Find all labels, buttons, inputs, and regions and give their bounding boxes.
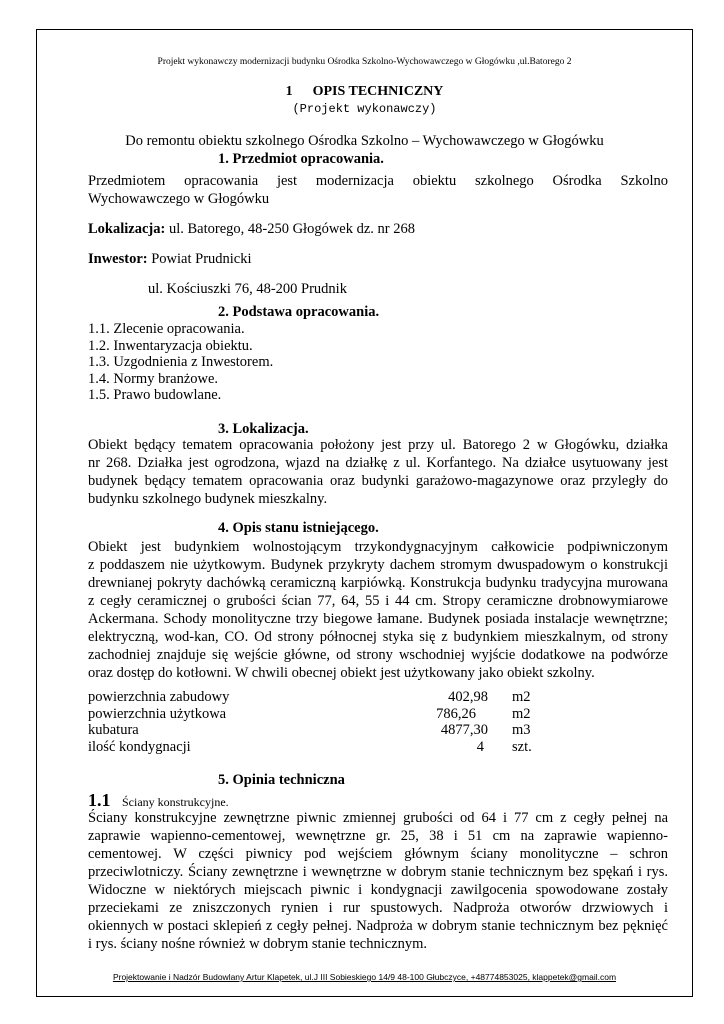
- section-5-line: Widoczne w niektórych miejscach piwnic i kondygnacji zawilgocenia spowodowane zostały: [88, 882, 668, 898]
- document-subtitle: (Projekt wykonawczy): [292, 102, 437, 116]
- title-text: OPIS TECHNICZNY: [312, 84, 444, 99]
- metric-label: ilość kondygnacji: [88, 739, 191, 755]
- section-4-line: Ackermana. Schody monolityczne trzy biegowe łamane. Budynek posiada instalacje wewnętrzne;: [88, 611, 668, 627]
- inwestor-line: [88, 250, 252, 268]
- subsection-label: Ściany konstrukcyjne.: [122, 795, 229, 809]
- inwestor-address: ul. Kościuszki 76, 48-200 Prudnik: [148, 281, 347, 297]
- subsection-number: 1.1: [88, 790, 111, 810]
- metric-label: powierzchnia użytkowa: [88, 706, 227, 722]
- list-item: 1.5. Prawo budowlane.: [88, 387, 222, 403]
- metric-value: 786,26: [436, 706, 476, 722]
- section-4-line: z poddaszem nie użytkowym. Budynek przykryty dachem stromym dwuspadowym o konstrukcji: [88, 557, 668, 573]
- section-1-line: Wychowawczego w Głogówku: [88, 191, 270, 207]
- inwestor-value: Powiat Prudnicki: [147, 251, 252, 267]
- section-4-line: elektryczną, wod-kan, CO. Od strony północnej styka się z budynkiem mieszkalnym, od strony: [88, 629, 668, 645]
- section-3-line: budynku szkolnego budynek mieszkalny.: [88, 491, 328, 507]
- section-5-line: Ściany konstrukcyjne zewnętrzne piwnic zmiennej grubości od 64 i 77 cm z cegły pełnej na: [88, 810, 668, 826]
- list-item: 1.1. Zlecenie opracowania.: [88, 321, 245, 337]
- list-item: 1.3. Uzgodnienia z Inwestorem.: [88, 354, 274, 370]
- list-item: 1.2. Inwentaryzacja obiektu.: [88, 338, 253, 354]
- metric-unit: m2: [512, 706, 531, 722]
- section-5-line: przeciwlotniczy. Ściany zewnętrzne i wewnętrzne w dobrym stanie technicznym bez spękań i rys.: [88, 864, 668, 880]
- list-item: 1.4. Normy branżowe.: [88, 371, 219, 387]
- metric-label: powierzchnia zabudowy: [88, 689, 230, 705]
- intro-line: Do remontu obiektu szkolnego Ośrodka Szkolno – Wychowawczego w Głogówku: [125, 133, 604, 149]
- section-5-line: cementowej. W części piwnicy pod wejściem głównym ściany monolityczne – schron: [88, 846, 668, 862]
- section-5-line: okiennych w postaci sklepień z cegły pełnej. Nadproża w dobrym stanie technicznym bez pęknięć: [88, 918, 668, 934]
- section-2-heading: 2. Podstawa opracowania.: [218, 304, 380, 320]
- page-footer: Projektowanie i Nadzór Budowlany Artur Klapetek, ul.J III Sobieskiego 14/9 48-100 Głubczyce, +48774853025, klappetek@gmail.com: [112, 972, 617, 982]
- section-5-line: i rys. ściany nośne również w dobrym stanie technicznym.: [88, 936, 428, 952]
- section-4-line: zachodniej znajduje się wejście główne, od strony wschodniej wyjście dodatkowe na podwórze: [88, 647, 668, 663]
- inwestor-label: Inwestor:: [88, 251, 148, 267]
- metric-unit: szt.: [512, 739, 532, 755]
- section-3-heading: 3. Lokalizacja.: [218, 421, 309, 437]
- section-3-line: nr 268. Działka jest ogrodzona, wjazd na działkę z ul. Korfantego. Na działce usytuowany jest: [88, 455, 668, 471]
- section-4-line: Obiekt jest budynkiem wolnostojącym trzykondygnacyjnym całkowicie podpiwniczonym: [88, 539, 668, 555]
- metric-unit: m2: [512, 689, 531, 705]
- metric-label: kubatura: [88, 722, 139, 738]
- section-4-line: z cegły ceramicznej o grubości ścian 77, 64, 55 i 44 cm. Stropy ceramiczne drobnowymiarowe: [88, 593, 668, 609]
- section-5-line: przeciekami ze zniszczonych rynien i rur spustowych. Nadproża otworów drzwiowych i: [88, 900, 668, 916]
- section-4-line: drewnianej pokryty dachówką ceramiczną karpiówką. Konstrukcja budynku tradycyjna murowana: [88, 575, 668, 591]
- section-4-line: oraz dostęp do kotłowni. W chwili obecnej obiekt jest użytkowany jako obiekt szkolny.: [88, 665, 595, 681]
- title-number: 1: [285, 84, 293, 99]
- section-5-line: zaprawie wapienno-cementowej, wewnętrzne gr. 25, 38 i 51 cm na zaprawie wapienno-: [88, 828, 668, 844]
- section-1-heading: 1. Przedmiot opracowania.: [218, 151, 384, 167]
- metric-value: 402,98: [448, 689, 488, 705]
- lokalizacja-line: [88, 220, 415, 238]
- metric-unit: m3: [512, 722, 531, 738]
- running-header: Projekt wykonawczy modernizacji budynku Ośrodka Szkolno-Wychowawczego w Głogówku ,ul.Batorego 2: [157, 57, 572, 67]
- lokalizacja-value: ul. Batorego, 48-250 Głogówek dz. nr 268: [165, 221, 416, 237]
- section-3-line: Obiekt będący tematem opracowania położony jest przy ul. Batorego 2 w Głogówku, działka: [88, 437, 668, 453]
- section-3-line: budynek będący tematem opracowania oraz budynki garażowo-magazynowe oraz przyległy do: [88, 473, 668, 489]
- section-1-line: Przedmiotem opracowania jest modernizacja obiektu szkolnego Ośrodka Szkolno: [88, 173, 668, 189]
- metric-value: 4877,30: [440, 722, 488, 738]
- lokalizacja-label: Lokalizacja:: [88, 221, 166, 237]
- metric-value: 4: [476, 739, 484, 755]
- section-4-heading: 4. Opis stanu istniejącego.: [218, 520, 379, 536]
- section-5-heading: 5. Opinia techniczna: [218, 772, 345, 788]
- document-title: [36, 84, 693, 100]
